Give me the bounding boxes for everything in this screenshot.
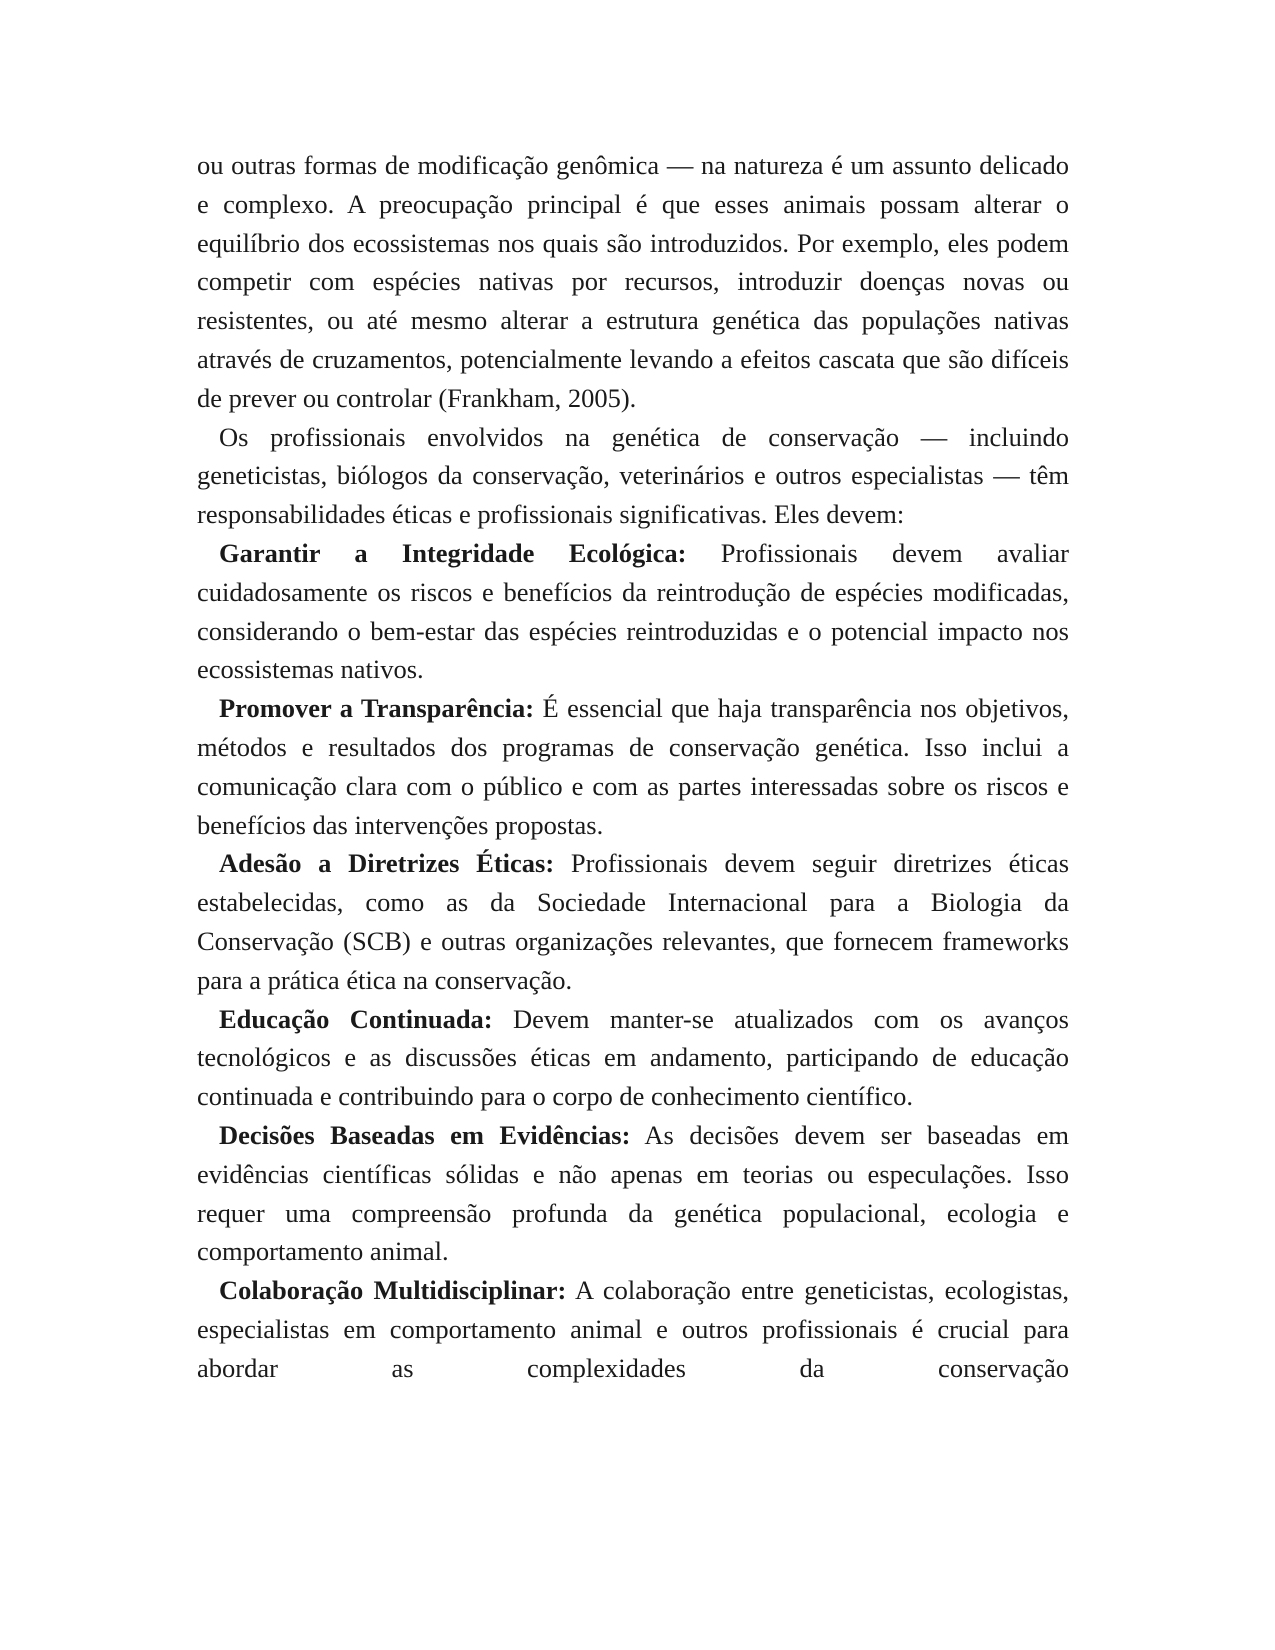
paragraph-continuation <box>197 146 1069 418</box>
list-item-text: É essencial que haja transparência nos objetivos, métodos e resultados dos programas de conservação genética. Isso inclui a comunicação clara com o público e com as partes interessadas sobre os riscos e benefícios das intervenções propostas. <box>197 693 1069 840</box>
list-item-text: A colaboração entre geneticistas, ecologistas, especialistas em comportamento animal e outros profissionais é crucial para abordar as complexidades da conservação <box>197 1275 1070 1383</box>
list-item-integridade-ecologica <box>197 534 1069 689</box>
list-item-term: Garantir a Integridade Ecológica: <box>219 537 687 568</box>
list-item-transparencia <box>197 689 1069 844</box>
list-item-term: Educação Continuada: <box>219 1003 493 1034</box>
list-item-term: Promover a Transparência: <box>219 693 535 724</box>
list-item-educacao-continuada <box>197 1000 1069 1116</box>
paragraph-text: ou outras formas de modificação genômica — na natureza é um assunto delicado e complexo. A preocupação principal é que esses animais possam alterar o equilíbrio dos ecossistemas nos quais são introduzidos. Por exemplo, eles podem competir com espécies nativas por recursos, introduzir doenças novas ou resistentes, ou até mesmo alterar a estrutura genética das populações nativas através de cruzamentos, potencialmente levando a efeitos cascata que são difíceis de prever ou controlar (Frankham, 2005). <box>197 150 1069 413</box>
paragraph-text: Os profissionais envolvidos na genética de conservação — incluindo geneticistas, biólogos da conservação, veterinários e outros especialistas — têm responsabilidades éticas e profissionais significativas. Eles devem: <box>197 421 1069 530</box>
list-item-decisoes-evidencias <box>197 1116 1069 1271</box>
list-item-text: Profissionais devem seguir diretrizes éticas estabelecidas, como as da Sociedade Internacional para a Biologia da Conservação (SCB) e outras organizações relevantes, que fornecem frameworks para a prática ética na conservação. <box>197 848 1070 995</box>
list-item-text: Profissionais devem avaliar cuidadosamente os riscos e benefícios da reintrodução de espécies modificadas, considerando o bem-estar das espécies reintroduzidas e o potencial impacto nos ecossistemas nativos. <box>197 537 1069 685</box>
list-item-term: Decisões Baseadas em Evidências: <box>219 1119 631 1150</box>
list-item-term: Colaboração Multidisciplinar: <box>219 1275 567 1306</box>
list-item-text: As decisões devem ser baseadas em evidências científicas sólidas e não apenas em teorias ou especulações. Isso requer uma compreensão profunda da genética populacional, ecologia e comportamento animal. <box>197 1119 1069 1267</box>
list-item-diretrizes-eticas <box>197 844 1069 999</box>
body-text <box>197 146 1069 1388</box>
paragraph-intro-professionals <box>197 418 1069 534</box>
list-item-colaboracao-multidisciplinar <box>197 1271 1069 1387</box>
list-item-text: Devem manter-se atualizados com os avanços tecnológicos e as discussões éticas em andamento, participando de educação continuada e contribuindo para o corpo de conhecimento científico. <box>197 1003 1069 1112</box>
list-item-term: Adesão a Diretrizes Éticas: <box>219 848 555 879</box>
